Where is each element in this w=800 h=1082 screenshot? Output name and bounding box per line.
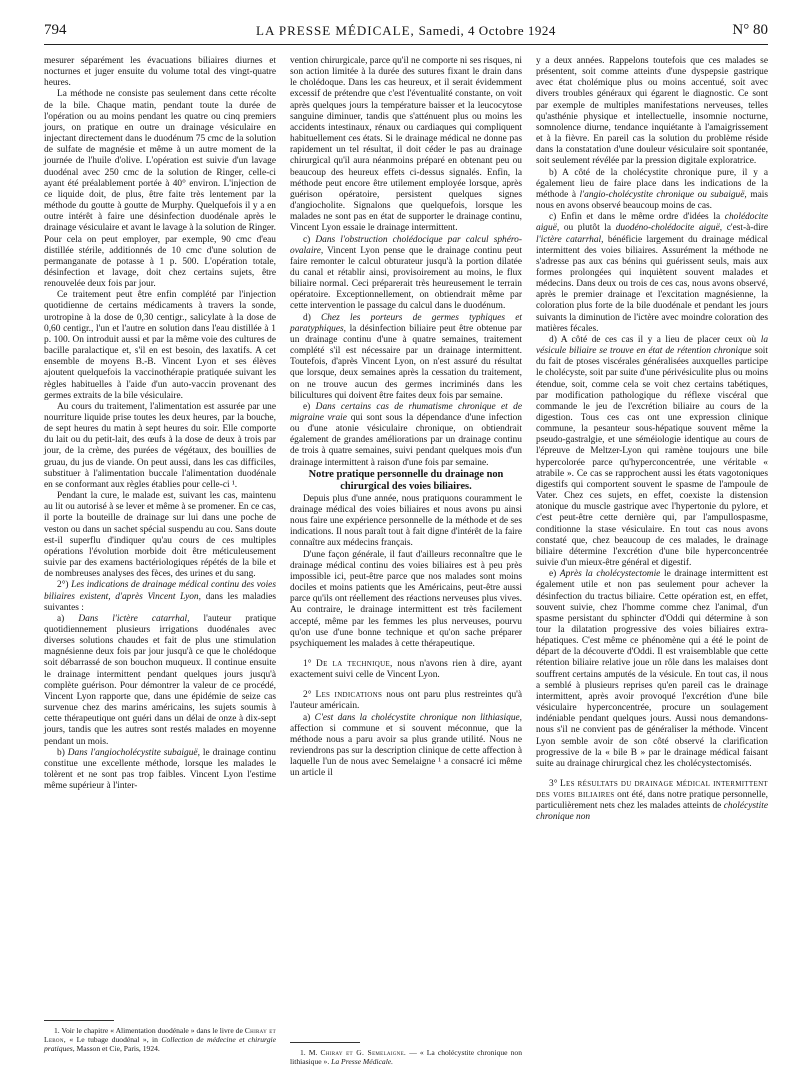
item-letter: b) [57, 747, 65, 758]
text: le drainage continu constitue une excellente méthode, lorsque les malades le tolèrent et ne sont pas trop faibles. Vincent Lyon l'estime même supérieur à l'inter- [44, 747, 276, 792]
paragraph-item-c [536, 212, 768, 335]
italic-text: cholécystite chronique non [536, 801, 769, 823]
italic-text: Chez les porteurs de germes typhiques et paratyphiques, [290, 312, 522, 334]
text: dans les maladies suivantes : [44, 591, 276, 613]
paragraph: D'une façon générale, il faut d'ailleurs reconnaître que le drainage médical continu des voies biliaires est à peu près impossible ici, peut-être parce que nos malades sont moins dociles et moins patients que les Américains, peut-être aussi parce qu'ils ont réellement des réactions nerveuses plus vives. Au contraire, le drainage intermittent est très facilement accepté, même par les femmes les plus nerveuses, pourvu qu'on use d'une bonne technique et qu'on sache préparer psychiquement les malades à cette thérapeutique. [290, 549, 522, 649]
paragraph-technique [290, 659, 522, 681]
text: b) A côté de la cholécystite chronique pure, il y a également lieu de faire place dans les indications de la méthode à [536, 167, 768, 200]
paragraph-indications [44, 580, 276, 613]
italic-text: Dans certains cas de rhumatisme chronique et de migraine vraie [290, 401, 522, 423]
paragraph-item-e [290, 402, 522, 469]
item-letter: e) [549, 569, 557, 580]
page-number: 794 [44, 22, 67, 38]
italic-text: cholédocite aiguë, [536, 212, 769, 234]
text: 1. Voir le chapitre « Alimentation duodénale » dans le livre de [54, 1026, 243, 1035]
column-3 [536, 56, 768, 824]
italic-text: l'angio-cholécystite chronique ou subaiguë, [579, 189, 747, 200]
footnote-rule [44, 1020, 114, 1021]
italic-text: Dans l'ictère catarrhal, [78, 613, 190, 624]
small-caps-text: De la technique, [316, 658, 393, 669]
text: le drainage intermittent est également utile et non pas seulement pour achever la désinfection du tractus biliaire. Cette opération est, en effet, souvent suivie, chez l'homme comme chez l'animal, d'un spasme persistant du sphincter d'Oddi qui détermine à son tour la dilatation progressive des voies biliaires extra-hépatiques. C'est même ce phénomène qui a été le point de départ de la découverte d'Oddi. Il est vraisemblable que cette rétention biliaire relative joue un rôle dans les malaises dont souffrent certains amputés de la vésicule. En tout cas, il nous a semblé à plusieurs reprises qu'en pareil cas le drainage intermittent, après avoir provoqué l'excrétion d'une bile vésiculaire hyperconcentrée, procure un soulagement indéniable pendant quelques jours. Aussi nous demandons-nous s'il ne convient pas de généraliser la méthode. Vincent Lyon semble avoir de son côté observé la clarification progressive de la « bile B » par le drainage médical faisant suite au drainage chirurgical chez les cholécystectomisés. [536, 569, 769, 769]
item-letter: c) [303, 234, 311, 245]
italic-text: Collection de médecine et chirurgie pratiques, [44, 1035, 276, 1054]
paragraph: La méthode ne consiste pas seulement dans cette récolte de la bile. Chaque matin, pendant toute la durée de l'opération ou au moins pendant les quatre ou cinq premiers jours, on pratique en outre un drainage vésiculaire en injectant directement dans le duodénum 75 cmc de la solution de sulfate de magnésie et même à un autre moment de la journée de l'huile d'olive. L'opération est suivie d'un lavage duodénal avec 250 cmc de la solution de Ringer, celle-ci ayant été préalablement portée à 40° environ. L'injection de ce liquide doit, de plus, être faite très lentement par la méthode du goutte à goutte de Murphy. Quelquefois il y a en outre intérêt à faire une désinfection duodénale après le drainage vésiculaire et avant le lavage à la solution de Ringer. Pour cela on peut employer, par exemple, 90 cmc d'eau distillée stérile, additionnés de 10 cmc d'une solution de permanganate de potasse à 1 p. 500. L'opération totale, désinfection et lavage, doit chez certains sujets, être renouvelée deux fois par jour. [44, 89, 276, 290]
text: mais nous en avons observé beaucoup moins de cas. [536, 189, 768, 212]
running-title [44, 23, 768, 39]
item-letter: e) [303, 401, 311, 412]
paragraph-item-a [290, 713, 522, 780]
text: c) Enfin et dans le même ordre d'idées la [549, 212, 721, 223]
item-number: 2°) [57, 580, 69, 591]
paragraph-results [536, 779, 768, 824]
text: c'est-à-dire [726, 223, 768, 234]
text: l'auteur pratique quotidiennement plusieurs irrigations duodénales avec diverses solutions chaudes et fait de plus une stimulation magnésienne deux fois par jour jusqu'à ce que le cholédoque soit débarrassé de son bouchon muqueux. Il continue ensuite le drainage intermittent pendant quelques jours jusqu'à complète guérison. Pour démontrer la valeur de ce procédé, Vincent Lyon rapporte que, dans une épidémie de seize cas survenue chez des marins américains, les sujets soumis à cette thérapeutique ont guéri dans un délai de onze à dix-sept jours, tandis que les autres sont restés malades en moyenne pendant un mois. [44, 613, 277, 747]
item-number: 3° [549, 779, 558, 789]
text: ont été, dans notre pratique personnelle, particulièrement nets chez les malades atteints de [536, 790, 768, 812]
paragraph-item-d [290, 313, 522, 402]
text: bénéficie largement du drainage médical intermittent des voies biliaires. Assurément la méthode ne s'adresse pas aux cas bénins qui guérissent seuls, mais aux formes prolongées qui inquiètent souvent malades et médecins. Dans deux ou trois de ces cas, nous avons observé, après le premier drainage et l'excitation magnésienne, la coloration plus forte de la bile duodénale et pendant les jours suivants la diminution de l'ictère avec moindre coloration des matières fécales. [536, 234, 769, 334]
text: la désinfection biliaire peut être obtenue par un drainage continu d'une à quatre semaines, traitement complété s'il est nécessaire par un drainage intermittent. Toutefois, d'après Vincent Lyon, on n'est assuré du résultat que lorsque, deux semaines après la cessation du traitement, on ne trouve aucun des germes incriminés dans les bilicultures qui doivent être faites deux fois par semaine. [290, 323, 522, 401]
item-number: 2° [303, 690, 312, 701]
italic-text: duodéno-cholédocite aiguë, [615, 223, 723, 234]
italic-text: Après la cholécystectomie [559, 569, 661, 580]
paragraph: Au cours du traitement, l'alimentation est assurée par une nourriture liquide prise toutes les deux heures, par la bouche, de sept heures du matin à sept heures du soir. Elle comporte du lait ou du petit-lait, des œufs à la dose de deux à trois par jour, de la crème, des purées de végétaux, des bouillies de gruau, du jus de viande. On peut aussi, dans les cas difficiles, substituer à l'alimentation buccale l'alimentation duodénale en se conformant aux règles établies pour celle-ci ¹. [44, 401, 276, 490]
text: Masson et Cie, Paris, 1924. [76, 1044, 160, 1054]
column-1 [44, 56, 276, 792]
publication-name: LA PRESSE MÉDICALE, [256, 23, 415, 38]
small-caps-text: Les résultats du drainage médical intermittent des voies biliaires [536, 779, 769, 801]
item-letter: a) [57, 613, 65, 624]
text: soit du fait de ptoses viscérales généralisées auxquelles participe le cholécyste, soit par suite d'une périvésiculite plus ou moins étendue, soit, comme cela se voit chez certains tabétiques, par modification pathologique du réflexe viscéral que commande le jeu de l'excrétion biliaire au cours de la digestion. Tous ces cas ont une expression clinique commune, la pesanteur sous-hépatique souvent même la pseudo-gastralgie, et une séméiologie identique au cours de l'épreuve de Meltzer-Lyon qui ramène toujours une bile hypercolorée parce qu'hyperconcentrée, une véritable « atrabile ». Ce cas se rapprochent aussi les états vagotoniques digestifs qui comportent souvent le spasme de l'ampoule de Vater. Chez ces sujets, en effet, coexiste la distension atonique du muscle gastrique avec l'hypertonie du pylore, et c'est peut-être cette dernière qui, par l'ampullospasme, conditionne la stase vésiculaire. En tout cas nous avons constaté que, chez beaucoup de ces malades, le drainage biliaire détermine l'excrétion d'une bile hyperconcentrée suivie d'un mieux-être général et digestif. [536, 346, 769, 569]
text: 1. M. [300, 1048, 318, 1057]
footnote-1 [44, 1026, 276, 1054]
section-title: Notre pratique personnelle du drainage non chirurgical des voies biliaires. [308, 468, 504, 493]
text: qui sont sous la dépendance d'une infection ou d'une atonie vésiculaire chronique, on obtiendrait également de grandes améliorations par un drainage continu de trois à quatre semaines, suivi pendant quelques mois d'un drainage intermittent à raison d'une fois par semaine. [290, 413, 522, 468]
column-2 [290, 56, 522, 780]
italic-text: Les indications de drainage médical continu des voies biliaires existent, d'après Vincent Lyon, [44, 580, 276, 602]
paragraph-item-d [536, 335, 768, 569]
paragraph: mesurer séparément les évacuations biliaires diurnes et nocturnes et juger ensuite du volume total des vingt-quatre heures. [44, 56, 276, 89]
paragraph: Depuis plus d'une année, nous pratiquons couramment le drainage médical des voies biliaires et nous avons pu ainsi nous faire une expérience personnelle de la méthode et de ses indications. Il nous paraît tout à fait digne d'intérêt de la faire connaître aux médecins français. [290, 493, 522, 549]
small-caps-text: Chiray et Lebon, [44, 1026, 276, 1045]
paragraph-item-b [536, 168, 768, 213]
text: nous n'avons rien à dire, ayant exactement suivi celle de Vincent Lyon. [290, 658, 522, 681]
italic-text: l'ictère catarrhal, [536, 234, 604, 245]
footnote-rule [290, 1042, 360, 1043]
paragraph: Ce traitement peut être enfin complété par l'injection quotidienne de certains médicaments à travers la sonde, urotropine à la dose de 0,30 centigr., salicylate à la dose de 0,60 centigr., l'un et l'autre en solution dans l'eau distillée à 1 p. 100. On introduit aussi et par la même voie des cultures de bacille paralactique et, s'il en est besoin, des laxatifs. A cet ensemble de moyens B.-B. Vincent Lyon et ses élèves ajoutent quelquefois la vaccinothérapie pratiquée suivant les règles habituelles à l'aide d'un auto-vaccin provenant des germes extraits de la bile vésiculaire. [44, 290, 276, 401]
paragraph: vention chirurgicale, parce qu'il ne comporte ni ses risques, ni son action limitée à la durée des sutures fixant le drain dans le cholédoque. Dans les cas heureux, et il serait évidemment excessif de prétendre que c'est l'éventualité constante, on voit après quelques jours la température baisser et la leucocytose sanguine diminuer, tandis que s'atténuent plus ou moins les accidents intestinaux, rénaux ou cardiaques qui compliquent habituellement ces états. Si le drainage médical ne donne pas rapidement un tel résultat, il doit céder le pas au drainage chirurgical qu'il aura néanmoins préparé en obtenant peu ou beaucoup des heureux effets ci-dessus signalés. Enfin, la méthode peut encore être utilement employée lorsque, après guérison opératoire, persistent quelques signes d'angiocholite. Signalons que quelquefois, lorsque les malades ne sont pas en état de supporter le drainage continu, Vincent Lyon essaie le drainage intermittent. [290, 56, 522, 234]
item-letter: d) [303, 312, 311, 323]
text: ou plutôt la [563, 223, 612, 234]
text: « Le tubage duodénal », in [69, 1035, 158, 1045]
small-caps-text: Les indications [315, 690, 383, 701]
item-letter: a) [303, 712, 311, 723]
text: Vincent Lyon pense que le drainage continu peut faire remonter le calcul obturateur jusqu'à la portion dilatée du canal et rétablir ainsi, provisoirement au moins, le flux biliaire normal. Ceci préparerait très heureusement le terrain opératoire. Exceptionnellement, on obtiendrait même par cette intervention le passage du calcul dans le duodénum. [290, 245, 522, 312]
text: affection si commune et si souvent méconnue, que la méthode nous a paru avoir sa plus grande utilité. Nous ne reviendrons pas sur la description clinique de cette affection à laquelle l'un de nous avec Semelaigne ¹ a consacré ici même un article il [290, 723, 522, 779]
small-caps-text: Chiray et G. Semelaigne. [320, 1048, 407, 1057]
item-number: 1° [303, 658, 312, 669]
text: — « La cholécystite chronique non lithiasique ». [290, 1048, 522, 1067]
paragraph-item-a [44, 614, 276, 748]
text: nous ont paru plus restreintes qu'à l'auteur américain. [290, 690, 523, 712]
paragraph-item-e [536, 569, 768, 770]
text: d) A côté de ces cas il y a lieu de placer ceux où [549, 334, 757, 345]
italic-text: Dans l'angiocholécystite subaiguë, [67, 747, 200, 758]
italic-text: La Presse Médicale. [331, 1057, 394, 1067]
paragraph: Pendant la cure, le malade est, suivant les cas, maintenu au lit ou autorisé à se lever et même à se promener. En ce cas, il porte la bouteille de drainage sur lui dans une poche de veston ou dans un sachet spécial suspendu au cou. Sans doute est-il superflu d'indiquer qu'au cours de ces multiples opérations l'évolution morbide doit être méticuleusement suivie par des examens bactériologiques répétés de la bile et de nombreuses analyses des fèces, des urines et du sang. [44, 491, 276, 580]
italic-text: C'est dans la cholécystite chronique non lithiasique, [314, 712, 523, 723]
paragraph-item-c [290, 235, 522, 313]
paragraph-indications [290, 690, 522, 712]
footnote-2 [290, 1048, 522, 1066]
issue-date: Samedi, 4 Octobre 1924 [418, 23, 556, 38]
running-header [44, 22, 768, 45]
italic-text: la vésicule biliaire se trouve en état de rétention chronique [536, 334, 769, 357]
paragraph: y a deux années. Rappelons toutefois que ces malades se présentent, soit comme atteints d'une dyspepsie gastrique avec état cholémique plus ou moins accentué, soit avec divers troubles généraux qui égarent le diagnostic. Ce sont par exemple de multiples manifestations nerveuses, telles qu'asthénie physique et intellectuelle, insomnie nocturne, somnolence diurne, tendance inquiétante à l'amaigrissement et à la fièvre. En pareil cas la solution du problème réside dans la constatation d'une douleur vésiculaire soit spontanée, soit seulement révélée par la pression digitale exploratrice. [536, 56, 768, 167]
spacer [536, 770, 768, 779]
spacer [290, 681, 522, 690]
italic-text: Dans l'obstruction cholédocique par calcul sphéro-ovalaire, [290, 234, 522, 256]
spacer [290, 650, 522, 659]
issue-number: N° 80 [732, 22, 768, 38]
paragraph-item-b [44, 748, 276, 793]
